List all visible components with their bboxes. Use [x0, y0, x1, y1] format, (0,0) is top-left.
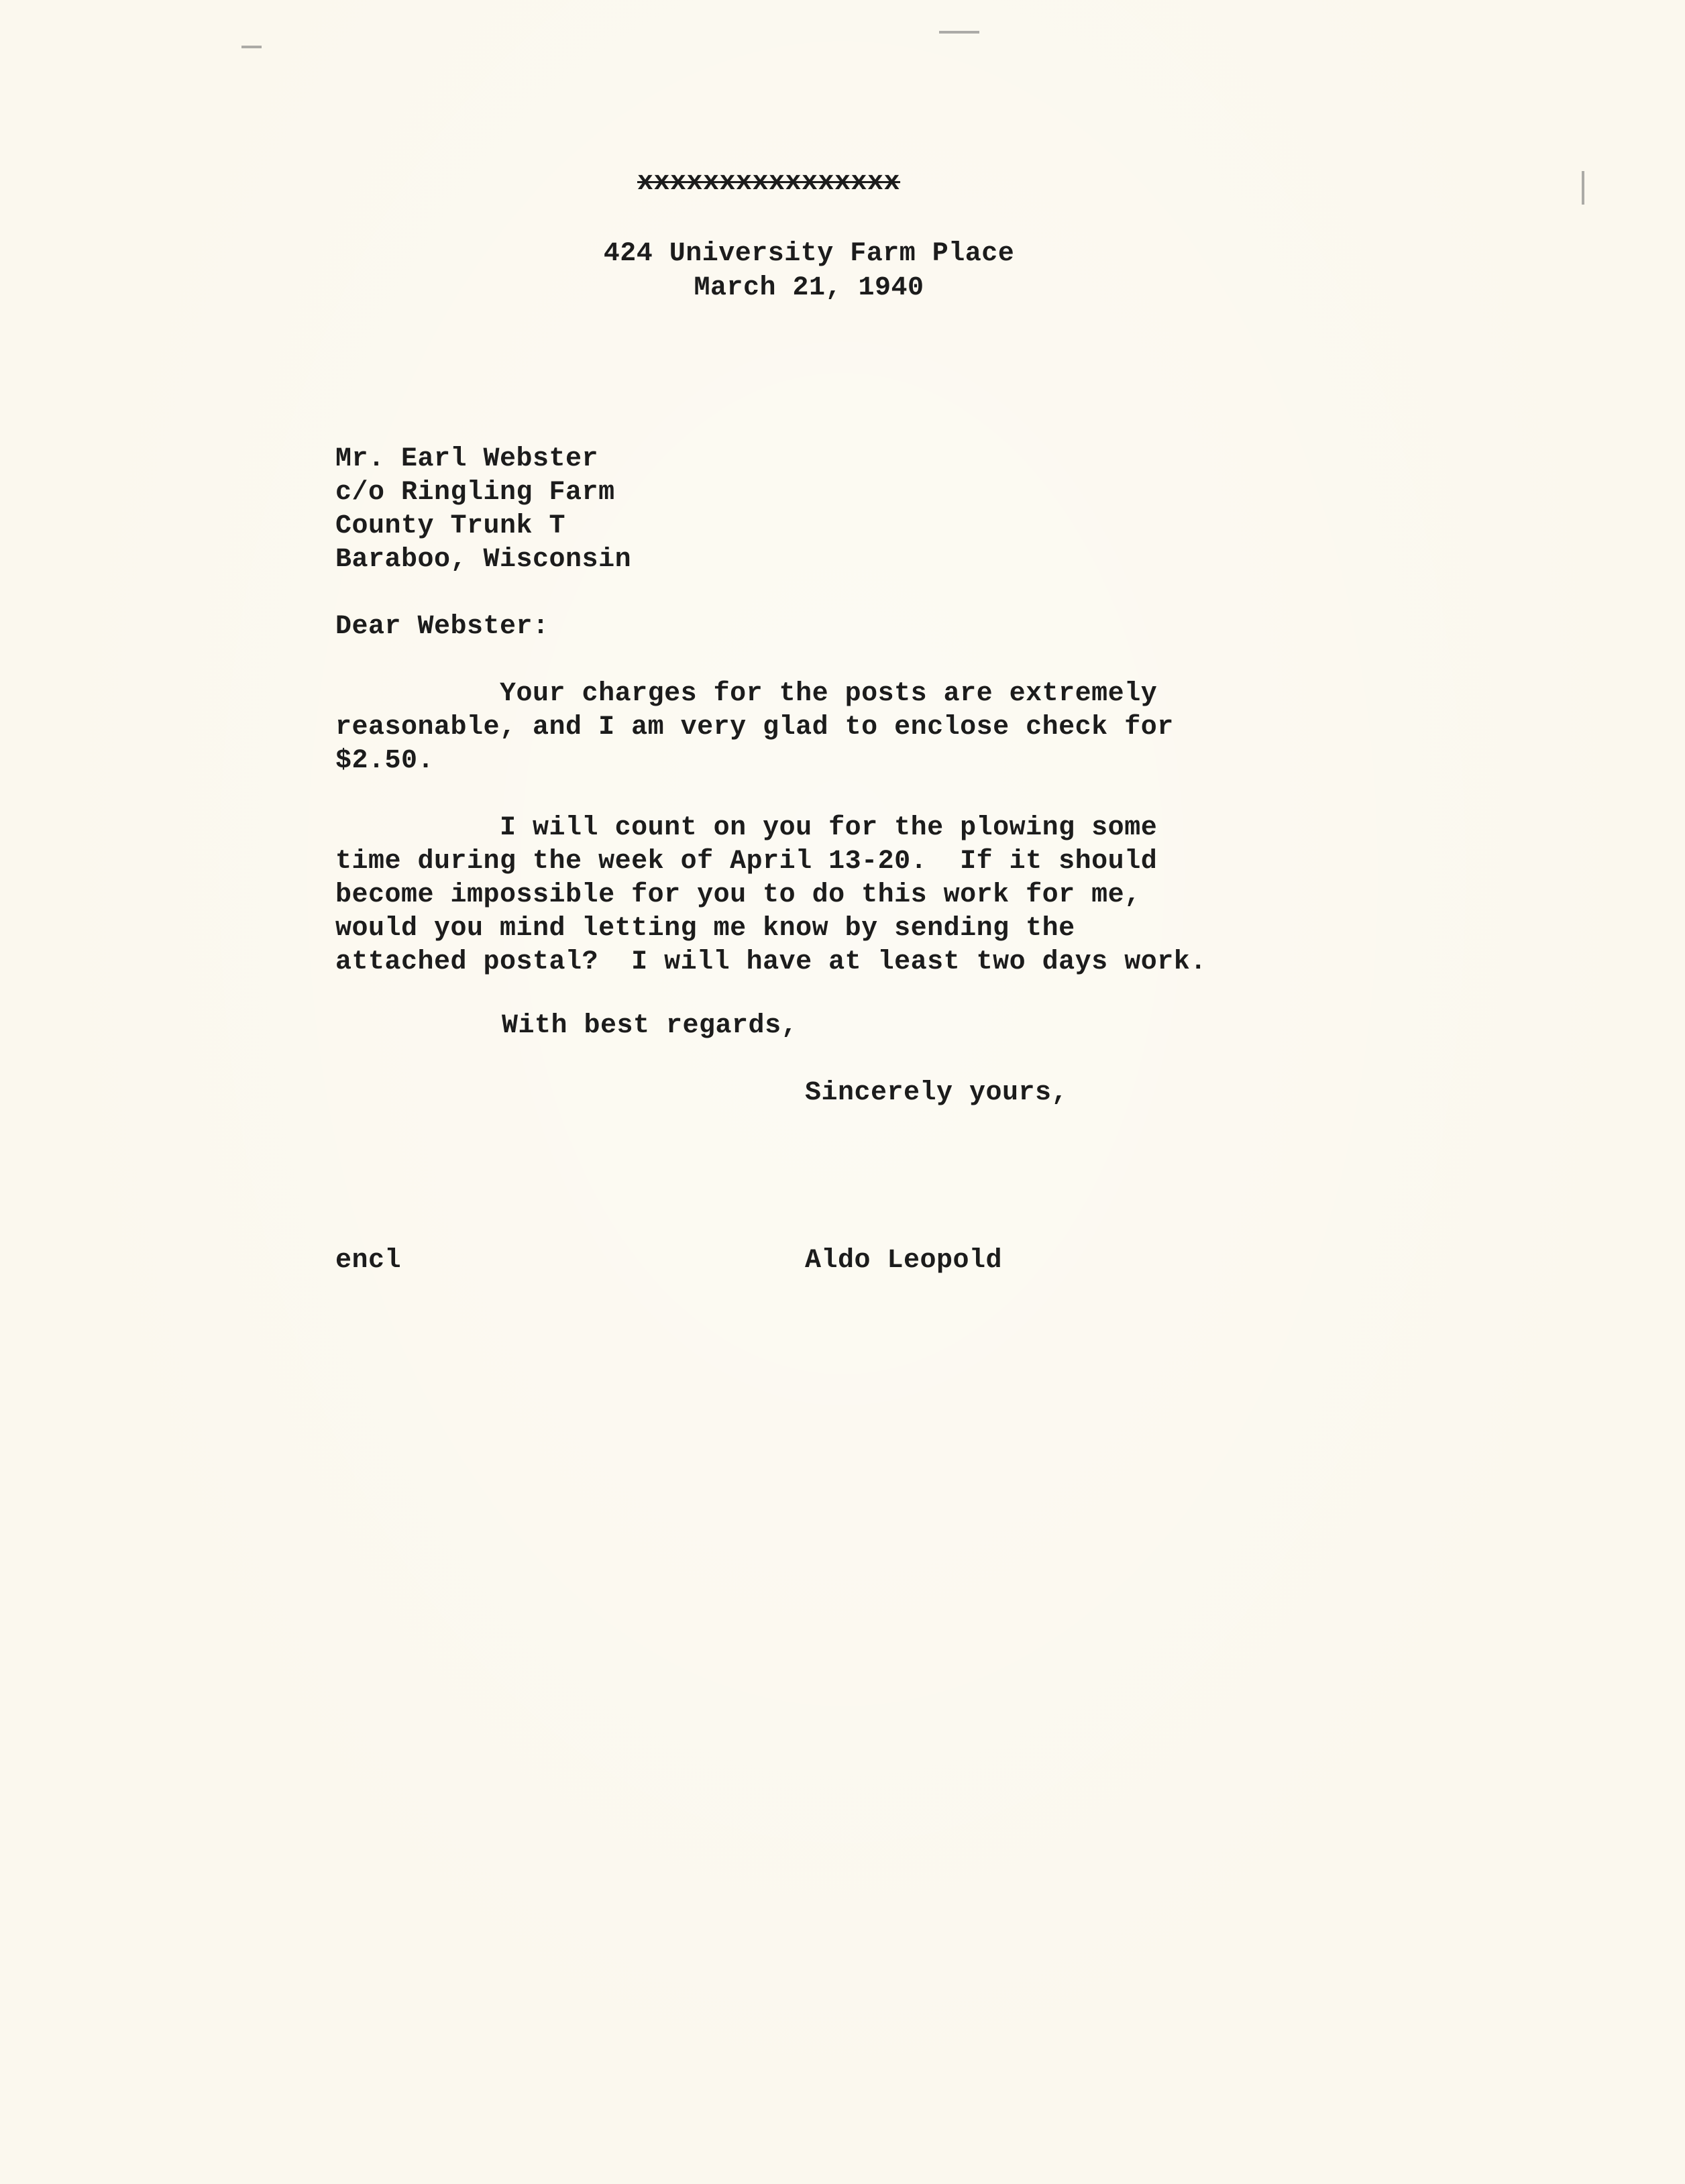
- paragraph-1-line: Your charges for the posts are extremely: [335, 679, 1158, 709]
- paragraph-2-line: would you mind letting me know by sending the: [335, 914, 1075, 944]
- recipient-name: Mr. Earl Webster: [335, 444, 599, 474]
- salutation: Dear Webster:: [335, 612, 549, 642]
- paragraph-2-line: become impossible for you to do this work for me,: [335, 880, 1141, 910]
- paper-edge-mark: [1582, 171, 1584, 205]
- enclosure-note: encl: [335, 1246, 402, 1276]
- recipient-address-line: Baraboo, Wisconsin: [335, 545, 632, 575]
- paper-speck: [939, 31, 979, 34]
- paragraph-2-line: time during the week of April 13-20. If it should: [335, 847, 1158, 877]
- letter-date: March 21, 1940: [694, 273, 924, 303]
- recipient-address-line: c/o Ringling Farm: [335, 478, 615, 508]
- signature-name: Aldo Leopold: [805, 1246, 1003, 1276]
- regards-line: With best regards,: [502, 1011, 798, 1041]
- paragraph-2-line: I will count on you for the plowing some: [335, 813, 1158, 843]
- paragraph-1-line: $2.50.: [335, 746, 435, 776]
- recipient-address-line: County Trunk T: [335, 511, 566, 541]
- paragraph-2-line: attached postal? I will have at least two days work.: [335, 947, 1207, 977]
- closing: Sincerely yours,: [805, 1078, 1069, 1108]
- paragraph-1-line: reasonable, and I am very glad to enclose check for: [335, 712, 1174, 743]
- return-address: 424 University Farm Place: [603, 239, 1015, 269]
- paper-speck: [241, 46, 262, 48]
- crossed-out-header: xxxxxxxxxxxxxxxx: [637, 168, 901, 198]
